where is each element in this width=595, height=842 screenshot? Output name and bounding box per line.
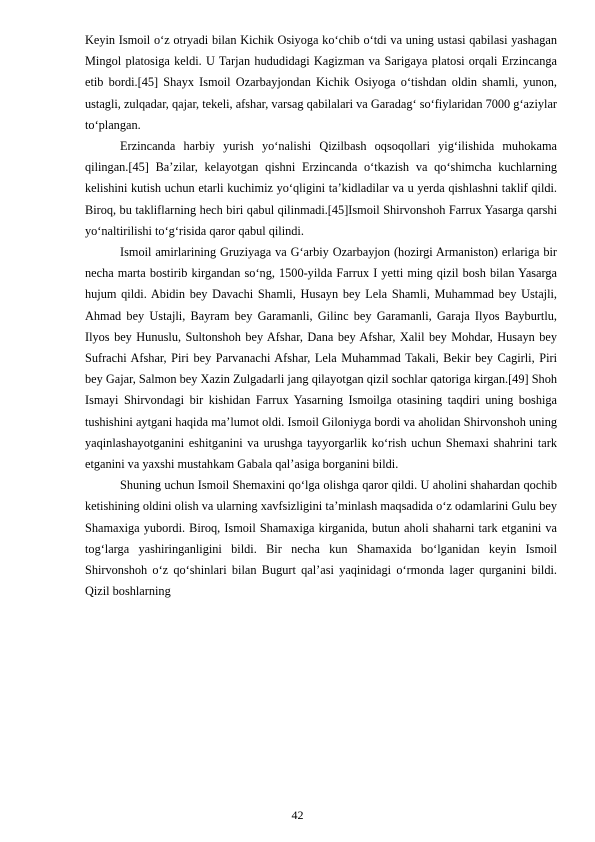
paragraph-1: Keyin Ismoil o‘z otryadi bilan Kichik Osiyoga ko‘chib o‘tdi va uning ustasi qabilasi yashagan Mingol platosiga keldi. U Tarjan hududidagi Kagizman va Sarigaya platosi orqali Erzincanga etib bordi.[45] Shayx Ismoil Ozarbayjondan Kichik Osiyoga o‘tishdan oldin shamli, yunon, ustagli, zulqadar, qajar, tekeli, afshar, varsag qabilalari va Garadag‘ so‘fiylaridan 7000 g‘aziylar to‘plangan. (85, 33, 557, 132)
paragraph-3: Ismoil amirlarining Gruziyaga va G‘arbiy Ozarbayjon (hozirgi Armaniston) erlariga bir necha marta bostirib kirgandan so‘ng, 1500-yilda Farrux I yetti ming qizil bosh bilan Yasarga hujum qildi. Abidin bey Davachi Shamli, Husayn bey Lela Shamli, Muhammad bey Ustajli, Ahmad bey Ustajli, Bayram bey Garamanli, Gilinc bey Garamanli, Garaja Ilyos Bayburtlu, Ilyos bey Hunuslu, Sultonshoh bey Afshar, Dana bey Afshar, Xalil bey Mohdar, Husayn bey Sufrachi Afshar, Piri bey Parvanachi Afshar, Lela Muhammad Takali, Bekir bey Cagirli, Piri bey Gajar, Salmon bey Xazin Zulgadarli jang qilayotgan qizil sochlar qatoriga kirgan.[49] Shoh Ismayi Shirvondagi bir kishidan Farrux Yasarning Ismoilga otasining taqdiri uning boshiga tushishini aytgani haqida ma’lumot oldi. Ismoil Giloniyga bordi va aholidan Shirvonshoh uning yaqinlashayotganini eshitganini va urushga tayyorgarlik ko‘rish uchun Shemaxi shahrini tark etganini va yaxshi mustahkam Gabala qal’asiga borganini bildi. (85, 245, 557, 472)
page-number: 42 (291, 808, 304, 822)
paragraph-4: Shuning uchun Ismoil Shemaxini qo‘lga olishga qaror qildi. U aholini shahardan qochib ketishining oldini olish va ularning xavfsizligini ta’minlash maqsadida o‘z odamlarini Gulu bey Shamaxiga yubordi. Biroq, Ismoil Shamaxiga kirganida, butun aholi shaharni tark etganini va tog‘larga yashiringanligini bildi. Bir necha kun Shamaxida bo‘lganidan keyin Ismoil Shirvonshoh o‘z qo‘shinlari bilan Bugurt qal’asi yaqinidagi o‘rmonda lager qurganini bildi. Qizil boshlarning (85, 478, 557, 599)
paragraph-2: Erzincanda harbiy yurish yo‘nalishi Qizilbash oqsoqollari yig‘ilishida muhokama qilingan.[45] Ba’zilar, kelayotgan qishni Erzincanda o‘tkazish va qo‘shimcha kuchlarning kelishini kutish uchun etarli kuchimiz yo‘qligini ta’kidladilar va u yerda qishlashni taklif qildi. Biroq, bu takliflarning hech biri qabul qilinmadi.[45]Ismoil Shirvonshoh Farrux Yasarga qarshi yo‘naltirilishi to‘g‘risida qaror qabul qilindi. (85, 139, 557, 238)
document-page (85, 30, 557, 602)
